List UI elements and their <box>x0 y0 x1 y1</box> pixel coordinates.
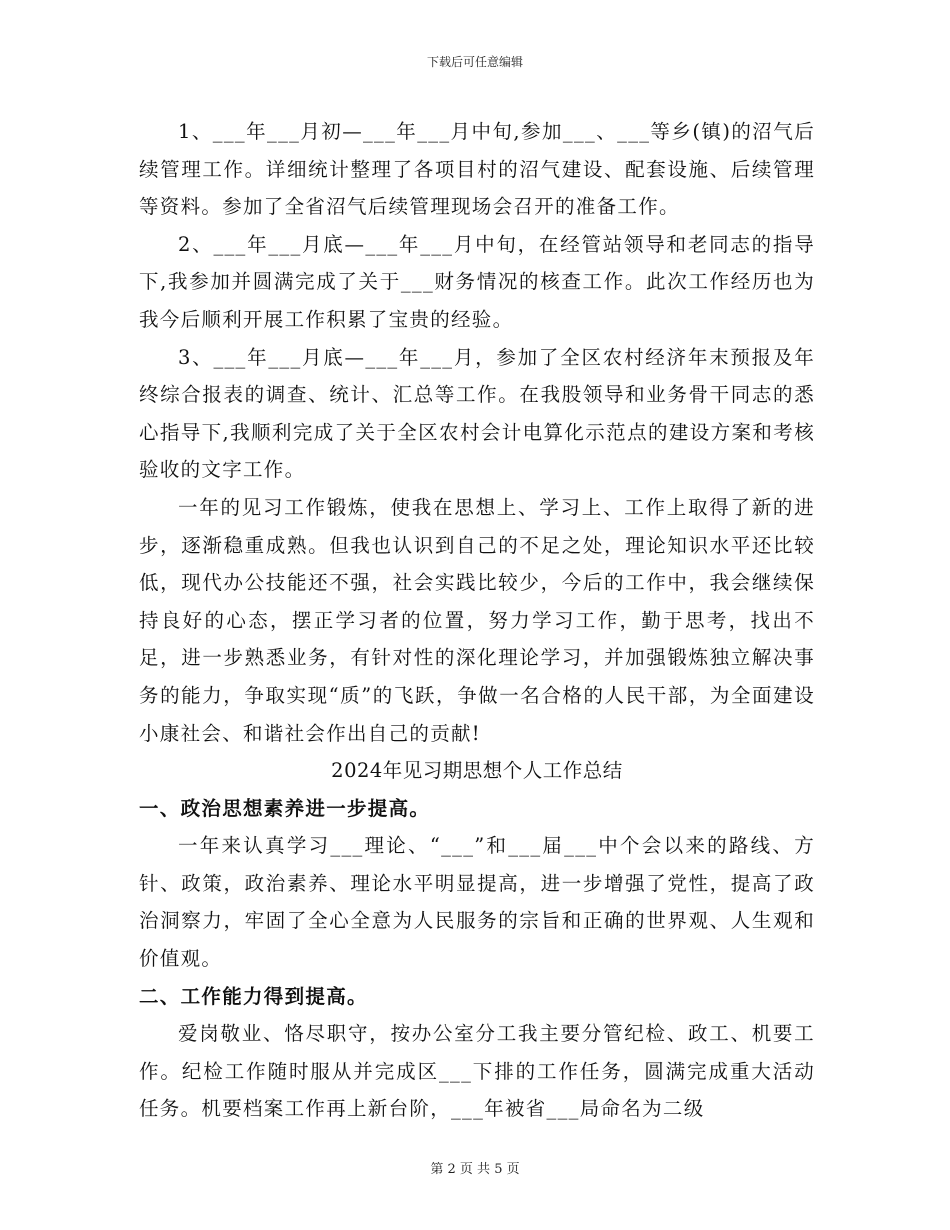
page-header: 下载后可任意编辑 <box>426 55 523 69</box>
paragraph-conclusion: 一年的见习工作锻炼，使我在思想上、学习上、工作上取得了新的进步，逐渐稳重成熟。但我也认识到自己的不足之处，理论知识水平还比较低，现代办公技能还不强，社会实践比较少，今后的工作中，我会继续保持良好的心态，摆正学习者的位置，努力学习工作，勤于思考，找出不足，进一步熟悉业务，有针对性的深化理论学习，并加强锻炼独立解决事务的能力，争取实现“质”的飞跃，争做一名合格的人民干部，为全面建设小康社会、和谐社会作出自己的贡献! <box>139 495 815 745</box>
document-title: 2024年见习期思想个人工作总结 <box>331 759 623 783</box>
section-body-ability: 爱岗敬业、恪尽职守，按办公室分工我主要分管纪检、政工、机要工作。纪检工作随时服从并完成区___下排的工作任务，圆满完成重大活动任务。机要档案工作再上新台阶，___年被省___局命名为二级 <box>139 1022 815 1121</box>
section-heading-ability: 二、工作能力得到提高。 <box>139 984 368 1008</box>
paragraph-item-2: 2、___年___月底—___年___月中旬，在经管站领导和老同志的指导下,我参加并圆满完成了关于___财务情况的核查工作。此次工作经历也为我今后顺利开展工作积累了宝贵的经验。 <box>139 232 815 331</box>
document-body <box>139 113 815 1128</box>
paragraph-item-3: 3、___年___月底—___年___月，参加了全区农村经济年末预报及年终综合报表的调查、统计、汇总等工作。在我股领导和业务骨干同志的悉心指导下,我顺利完成了关于全区农村会计电算化示范点的建设方案和考核验收的文字工作。 <box>139 345 815 482</box>
paragraph-item-1: 1、___年___月初—___年___月中旬,参加___、___等乡(镇)的沼气后续管理工作。详细统计整理了各项目村的沼气建设、配套设施、后续管理等资料。参加了全省沼气后续管理现场会召开的准备工作。 <box>139 120 815 219</box>
section-heading-politics: 一、政治思想素养进一步提高。 <box>139 796 431 820</box>
section-body-politics: 一年来认真学习___理论、“___”和___届___中个会以来的路线、方针、政策，政治素养、理论水平明显提高，进一步增强了党性，提高了政治洞察力，牢固了全心全意为人民服务的宗旨和正确的世界观、人生观和价值观。 <box>139 834 815 971</box>
page-footer: 第 2 页 共 5 页 <box>430 1162 520 1177</box>
